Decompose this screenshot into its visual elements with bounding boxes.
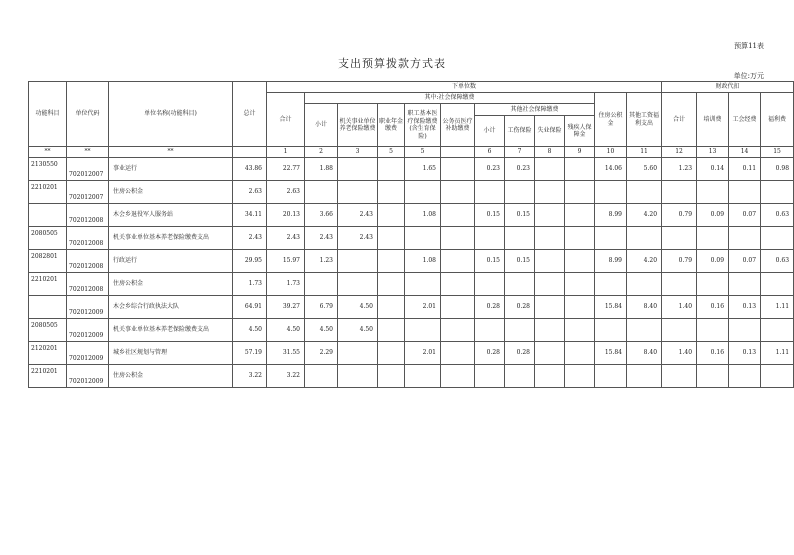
value-cell bbox=[378, 181, 405, 204]
value-cell: 0.98 bbox=[761, 158, 794, 181]
value-cell bbox=[565, 181, 595, 204]
value-cell: 1.73 bbox=[267, 273, 305, 296]
value-cell bbox=[475, 319, 505, 342]
value-cell: 2.01 bbox=[405, 342, 441, 365]
value-cell bbox=[505, 319, 535, 342]
index-row bbox=[29, 147, 794, 158]
value-cell: 2.01 bbox=[405, 296, 441, 319]
header-total: 总计 bbox=[233, 82, 267, 147]
value-cell: 6.79 bbox=[305, 296, 338, 319]
value-cell bbox=[405, 365, 441, 388]
value-cell bbox=[565, 273, 595, 296]
index-cell: ** bbox=[109, 147, 233, 158]
value-cell: 4.50 bbox=[338, 319, 378, 342]
value-cell bbox=[338, 181, 378, 204]
value-cell bbox=[565, 296, 595, 319]
index-cell: 2 bbox=[305, 147, 338, 158]
index-cell bbox=[233, 147, 267, 158]
value-cell: 4.20 bbox=[627, 250, 662, 273]
index-cell: 5 bbox=[378, 147, 405, 158]
value-cell bbox=[441, 365, 475, 388]
value-cell bbox=[535, 296, 565, 319]
value-cell bbox=[761, 365, 794, 388]
value-cell bbox=[697, 273, 729, 296]
value-cell: 39.27 bbox=[267, 296, 305, 319]
value-cell bbox=[535, 342, 565, 365]
value-cell bbox=[535, 273, 565, 296]
value-cell: 4.50 bbox=[305, 319, 338, 342]
value-cell: 31.55 bbox=[267, 342, 305, 365]
value-cell bbox=[565, 204, 595, 227]
value-cell: 3.22 bbox=[267, 365, 305, 388]
value-cell: 0.79 bbox=[662, 250, 697, 273]
value-cell bbox=[441, 273, 475, 296]
value-cell bbox=[729, 365, 761, 388]
index-cell: ** bbox=[29, 147, 67, 158]
header-subtotal-a: 合计 bbox=[267, 93, 305, 147]
value-cell bbox=[535, 158, 565, 181]
value-cell: 15.97 bbox=[267, 250, 305, 273]
value-cell: 8.40 bbox=[627, 342, 662, 365]
value-cell bbox=[505, 273, 535, 296]
unit-name-cell: 住房公积金 bbox=[109, 273, 233, 296]
value-cell: 0.16 bbox=[697, 296, 729, 319]
value-cell bbox=[729, 227, 761, 250]
func-code-cell: 2130550 bbox=[29, 158, 67, 181]
header-func-code: 功能科目 bbox=[29, 82, 67, 147]
value-cell bbox=[505, 227, 535, 250]
value-cell: 0.13 bbox=[729, 296, 761, 319]
value-cell bbox=[338, 158, 378, 181]
value-cell bbox=[662, 181, 697, 204]
value-cell: 4.50 bbox=[338, 296, 378, 319]
value-cell: 1.11 bbox=[761, 342, 794, 365]
value-cell: 1.88 bbox=[305, 158, 338, 181]
value-cell bbox=[627, 227, 662, 250]
index-cell: ** bbox=[67, 147, 109, 158]
value-cell bbox=[338, 273, 378, 296]
value-cell: 0.63 bbox=[761, 250, 794, 273]
value-cell bbox=[697, 319, 729, 342]
header-welfare-fee: 福利费 bbox=[761, 93, 794, 147]
value-cell bbox=[505, 365, 535, 388]
value-cell bbox=[338, 342, 378, 365]
value-cell bbox=[729, 273, 761, 296]
unit-code-cell: 702012008 bbox=[67, 204, 109, 227]
value-cell bbox=[441, 181, 475, 204]
unit-code-cell: 702012008 bbox=[67, 227, 109, 250]
table-body bbox=[29, 147, 794, 388]
value-cell bbox=[475, 273, 505, 296]
value-cell bbox=[535, 181, 565, 204]
value-cell bbox=[697, 365, 729, 388]
value-cell bbox=[565, 319, 595, 342]
value-cell bbox=[305, 273, 338, 296]
value-cell: 1.40 bbox=[662, 342, 697, 365]
value-cell bbox=[441, 296, 475, 319]
value-cell bbox=[761, 319, 794, 342]
value-cell bbox=[627, 181, 662, 204]
value-cell: 15.84 bbox=[595, 296, 627, 319]
value-cell: 1.08 bbox=[405, 204, 441, 227]
index-cell: 15 bbox=[761, 147, 794, 158]
value-cell: 2.63 bbox=[267, 181, 305, 204]
index-cell: 5 bbox=[405, 147, 441, 158]
header-injury: 工伤保险 bbox=[505, 116, 535, 147]
header-housing-fund: 住房公积金 bbox=[595, 93, 627, 147]
header-fiscal-total: 合计 bbox=[662, 93, 697, 147]
value-cell: 0.28 bbox=[475, 342, 505, 365]
header-other-soc-group: 其他社会保障缴费 bbox=[475, 104, 595, 116]
value-cell bbox=[595, 181, 627, 204]
func-code-cell: 2082801 bbox=[29, 250, 67, 273]
value-cell bbox=[378, 342, 405, 365]
value-cell: 0.15 bbox=[505, 204, 535, 227]
value-cell: 2.43 bbox=[233, 227, 267, 250]
value-cell: 0.11 bbox=[729, 158, 761, 181]
value-cell: 0.15 bbox=[475, 250, 505, 273]
header-medical: 职工基本医疗保险缴费(含生育保险) bbox=[405, 104, 441, 147]
value-cell: 8.99 bbox=[595, 204, 627, 227]
value-cell: 29.95 bbox=[233, 250, 267, 273]
value-cell: 1.23 bbox=[305, 250, 338, 273]
table-row bbox=[29, 273, 794, 296]
unit-name-cell: 行政运行 bbox=[109, 250, 233, 273]
unit-name-cell: 住房公积金 bbox=[109, 181, 233, 204]
value-cell bbox=[662, 227, 697, 250]
unit-name-cell: 机关事业单位基本养老保险缴费支出 bbox=[109, 227, 233, 250]
unit-name-cell: 木会乡退役军人服务站 bbox=[109, 204, 233, 227]
value-cell bbox=[475, 227, 505, 250]
value-cell bbox=[662, 273, 697, 296]
value-cell bbox=[441, 204, 475, 227]
value-cell: 0.28 bbox=[475, 296, 505, 319]
value-cell: 57.19 bbox=[233, 342, 267, 365]
value-cell bbox=[535, 250, 565, 273]
index-cell: 13 bbox=[697, 147, 729, 158]
value-cell bbox=[378, 204, 405, 227]
table-row bbox=[29, 319, 794, 342]
unit-code-cell: 702012008 bbox=[67, 250, 109, 273]
unit-name-cell: 事业运行 bbox=[109, 158, 233, 181]
value-cell bbox=[565, 227, 595, 250]
table-row bbox=[29, 227, 794, 250]
index-cell: 7 bbox=[505, 147, 535, 158]
func-code-cell: 2080505 bbox=[29, 319, 67, 342]
value-cell bbox=[535, 319, 565, 342]
header-disabled: 残疾人保障金 bbox=[565, 116, 595, 147]
value-cell: 8.99 bbox=[595, 250, 627, 273]
value-cell bbox=[378, 365, 405, 388]
value-cell: 4.20 bbox=[627, 204, 662, 227]
unit-code-cell: 702012009 bbox=[67, 296, 109, 319]
form-number: 预算11表 bbox=[734, 42, 764, 50]
index-cell: 1 bbox=[267, 147, 305, 158]
func-code-cell bbox=[29, 296, 67, 319]
value-cell: 0.63 bbox=[761, 204, 794, 227]
value-cell: 2.43 bbox=[305, 227, 338, 250]
index-cell: 3 bbox=[338, 147, 378, 158]
appropriation-table bbox=[28, 81, 794, 388]
value-cell bbox=[305, 365, 338, 388]
index-cell bbox=[441, 147, 475, 158]
func-code-cell: 2210201 bbox=[29, 365, 67, 388]
value-cell bbox=[475, 365, 505, 388]
value-cell bbox=[627, 319, 662, 342]
value-cell bbox=[565, 158, 595, 181]
value-cell: 0.07 bbox=[729, 250, 761, 273]
value-cell bbox=[378, 250, 405, 273]
value-cell bbox=[595, 319, 627, 342]
value-cell bbox=[475, 181, 505, 204]
page-title: 支出预算拨款方式表 bbox=[338, 57, 446, 70]
header-fiscal: 财政代扣 bbox=[662, 82, 794, 93]
value-cell: 2.63 bbox=[233, 181, 267, 204]
value-cell: 1.65 bbox=[405, 158, 441, 181]
header-lower-unit: 下单位数 bbox=[267, 82, 662, 93]
value-cell bbox=[761, 181, 794, 204]
func-code-cell: 2210201 bbox=[29, 273, 67, 296]
value-cell bbox=[378, 158, 405, 181]
value-cell bbox=[729, 319, 761, 342]
value-cell bbox=[595, 227, 627, 250]
unit-label: 单位:万元 bbox=[733, 72, 764, 80]
index-cell: 8 bbox=[535, 147, 565, 158]
value-cell: 8.40 bbox=[627, 296, 662, 319]
value-cell: 5.60 bbox=[627, 158, 662, 181]
value-cell bbox=[595, 273, 627, 296]
unit-code-cell: 702012008 bbox=[67, 273, 109, 296]
value-cell: 1.40 bbox=[662, 296, 697, 319]
value-cell bbox=[405, 181, 441, 204]
header-pension: 机关事业单位养老保险缴费 bbox=[338, 104, 378, 147]
value-cell bbox=[565, 250, 595, 273]
index-cell: 14 bbox=[729, 147, 761, 158]
value-cell: 64.91 bbox=[233, 296, 267, 319]
value-cell: 0.23 bbox=[505, 158, 535, 181]
value-cell bbox=[441, 342, 475, 365]
index-cell: 11 bbox=[627, 147, 662, 158]
value-cell bbox=[378, 319, 405, 342]
func-code-cell: 2120201 bbox=[29, 342, 67, 365]
header-soc-sec-group: 其中:社会保障缴费 bbox=[305, 93, 595, 104]
value-cell: 0.15 bbox=[475, 204, 505, 227]
value-cell bbox=[761, 273, 794, 296]
value-cell: 0.28 bbox=[505, 296, 535, 319]
value-cell bbox=[305, 181, 338, 204]
index-cell: 12 bbox=[662, 147, 697, 158]
unit-name-cell: 木会乡综合行政执法大队 bbox=[109, 296, 233, 319]
header-other-subtotal: 小计 bbox=[475, 116, 505, 147]
table-row bbox=[29, 158, 794, 181]
value-cell bbox=[338, 365, 378, 388]
value-cell bbox=[378, 296, 405, 319]
value-cell: 2.43 bbox=[338, 204, 378, 227]
value-cell: 2.29 bbox=[305, 342, 338, 365]
value-cell: 3.66 bbox=[305, 204, 338, 227]
value-cell: 0.23 bbox=[475, 158, 505, 181]
value-cell bbox=[441, 250, 475, 273]
value-cell: 0.13 bbox=[729, 342, 761, 365]
header-subtotal-b: 小计 bbox=[305, 104, 338, 147]
value-cell bbox=[535, 204, 565, 227]
value-cell bbox=[565, 342, 595, 365]
value-cell bbox=[441, 319, 475, 342]
value-cell: 20.13 bbox=[267, 204, 305, 227]
unit-code-cell: 702012009 bbox=[67, 365, 109, 388]
value-cell bbox=[338, 250, 378, 273]
value-cell bbox=[761, 227, 794, 250]
value-cell bbox=[535, 227, 565, 250]
func-code-cell bbox=[29, 204, 67, 227]
header-unemploy: 失业保险 bbox=[535, 116, 565, 147]
value-cell: 0.07 bbox=[729, 204, 761, 227]
header-unit-name: 单位名称(功能科目) bbox=[109, 82, 233, 147]
value-cell bbox=[405, 273, 441, 296]
value-cell: 1.11 bbox=[761, 296, 794, 319]
value-cell: 1.73 bbox=[233, 273, 267, 296]
value-cell bbox=[662, 319, 697, 342]
value-cell: 1.23 bbox=[662, 158, 697, 181]
unit-code-cell: 702012007 bbox=[67, 181, 109, 204]
value-cell bbox=[441, 158, 475, 181]
unit-name-cell: 住房公积金 bbox=[109, 365, 233, 388]
value-cell bbox=[627, 273, 662, 296]
value-cell: 0.14 bbox=[697, 158, 729, 181]
func-code-cell: 2210201 bbox=[29, 181, 67, 204]
index-cell: 6 bbox=[475, 147, 505, 158]
table-row bbox=[29, 250, 794, 273]
index-cell: 10 bbox=[595, 147, 627, 158]
unit-code-cell: 702012009 bbox=[67, 342, 109, 365]
unit-name-cell: 机关事业单位基本养老保险缴费支出 bbox=[109, 319, 233, 342]
value-cell: 4.50 bbox=[233, 319, 267, 342]
value-cell bbox=[441, 227, 475, 250]
value-cell: 2.43 bbox=[267, 227, 305, 250]
value-cell: 43.86 bbox=[233, 158, 267, 181]
value-cell bbox=[405, 319, 441, 342]
value-cell: 15.84 bbox=[595, 342, 627, 365]
value-cell bbox=[405, 227, 441, 250]
value-cell bbox=[662, 365, 697, 388]
header-welfare: 其他工资福利支出 bbox=[627, 93, 662, 147]
value-cell: 3.22 bbox=[233, 365, 267, 388]
table-row bbox=[29, 204, 794, 227]
header-train: 培训费 bbox=[697, 93, 729, 147]
value-cell: 34.11 bbox=[233, 204, 267, 227]
table-row bbox=[29, 342, 794, 365]
value-cell: 0.28 bbox=[505, 342, 535, 365]
value-cell bbox=[378, 227, 405, 250]
value-cell bbox=[729, 181, 761, 204]
value-cell: 0.09 bbox=[697, 204, 729, 227]
value-cell: 0.79 bbox=[662, 204, 697, 227]
table-row bbox=[29, 296, 794, 319]
table-row bbox=[29, 365, 794, 388]
unit-name-cell: 城乡社区规划与管理 bbox=[109, 342, 233, 365]
header-civil-medical: 公务员医疗补助缴费 bbox=[441, 104, 475, 147]
value-cell: 14.06 bbox=[595, 158, 627, 181]
value-cell: 0.16 bbox=[697, 342, 729, 365]
unit-code-cell: 702012009 bbox=[67, 319, 109, 342]
table-row bbox=[29, 181, 794, 204]
value-cell: 0.09 bbox=[697, 250, 729, 273]
value-cell bbox=[378, 273, 405, 296]
value-cell bbox=[697, 227, 729, 250]
value-cell bbox=[595, 365, 627, 388]
header-unit-code: 单位代码 bbox=[67, 82, 109, 147]
header-union: 工会经费 bbox=[729, 93, 761, 147]
value-cell bbox=[627, 365, 662, 388]
value-cell: 4.50 bbox=[267, 319, 305, 342]
value-cell bbox=[535, 365, 565, 388]
value-cell bbox=[505, 181, 535, 204]
value-cell: 22.77 bbox=[267, 158, 305, 181]
value-cell bbox=[697, 181, 729, 204]
unit-code-cell: 702012007 bbox=[67, 158, 109, 181]
value-cell: 2.43 bbox=[338, 227, 378, 250]
func-code-cell: 2080505 bbox=[29, 227, 67, 250]
value-cell: 1.08 bbox=[405, 250, 441, 273]
value-cell bbox=[565, 365, 595, 388]
value-cell: 0.15 bbox=[505, 250, 535, 273]
index-cell: 9 bbox=[565, 147, 595, 158]
header-annuity: 职业年金缴费 bbox=[378, 104, 405, 147]
